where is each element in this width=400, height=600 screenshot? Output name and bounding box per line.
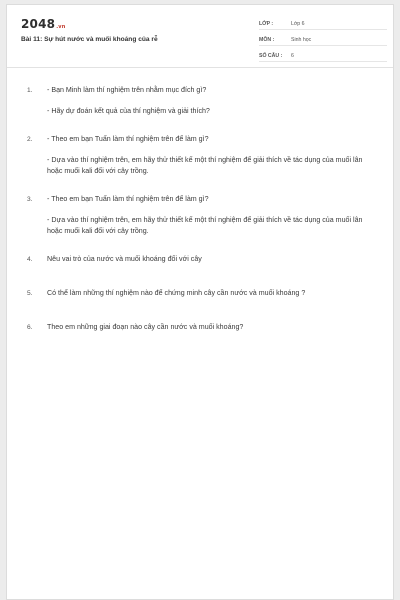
worksheet-meta — [259, 17, 387, 65]
question-text: Nêu vai trò của nước và muối khoáng đối với cây — [47, 255, 202, 263]
question-number: 3. — [27, 196, 33, 203]
question-number: 2. — [27, 136, 33, 143]
question-text: - Dựa vào thí nghiệm trên, em hãy thử thiết kế một thí nghiệm để giải thích về tác dụng của muối lân hoặc muối kali đối với cây trồng. — [47, 216, 363, 235]
question-number: 5. — [27, 290, 33, 297]
site-logo[interactable] — [21, 17, 66, 31]
meta-label: SỐ CÂU : — [259, 53, 283, 59]
question-text: - Bạn Minh làm thí nghiệm trên nhằm mục đích gì? — [47, 86, 207, 94]
meta-row-question-count — [259, 49, 387, 62]
question-number: 4. — [27, 256, 33, 263]
question-item — [7, 254, 393, 265]
question-item — [7, 322, 393, 333]
worksheet-page — [6, 4, 394, 600]
meta-row-subject — [259, 33, 387, 46]
question-item — [7, 288, 393, 299]
question-item — [7, 85, 393, 117]
question-text: - Theo em bạn Tuấn làm thí nghiệm trên để làm gì? — [47, 135, 209, 143]
meta-value: Sinh học — [291, 37, 312, 43]
meta-label: MÔN : — [259, 37, 275, 43]
question-number: 6. — [27, 324, 33, 331]
question-item — [7, 194, 393, 237]
logo-suffix: .vn — [56, 24, 66, 30]
meta-label: LỚP : — [259, 21, 274, 27]
question-text: - Theo em bạn Tuấn làm thí nghiệm trên để làm gì? — [47, 195, 209, 203]
meta-value: 6 — [291, 53, 294, 59]
question-text: - Dựa vào thí nghiệm trên, em hãy thử thiết kế một thí nghiệm để giải thích về tác dụng của muối lân hoặc muối kali đối với cây trồng. — [47, 156, 363, 175]
logo-text: 2048 — [21, 17, 56, 31]
meta-row-class — [259, 17, 387, 30]
question-list — [7, 85, 393, 333]
question-item — [7, 134, 393, 177]
worksheet-header — [7, 5, 393, 68]
question-number: 1. — [27, 87, 33, 94]
question-text: - Hãy dự đoán kết quả của thí nghiệm và giải thích? — [47, 107, 210, 115]
question-text: Theo em những giai đoạn nào cây cần nước và muối khoáng? — [47, 323, 244, 331]
lesson-title: Bài 11: Sự hút nước và muối khoáng của rễ — [21, 36, 158, 43]
meta-value: Lớp 6 — [291, 21, 305, 27]
question-text: Có thể làm những thí nghiệm nào để chứng minh cây cần nước và muối khoáng ? — [47, 289, 306, 297]
